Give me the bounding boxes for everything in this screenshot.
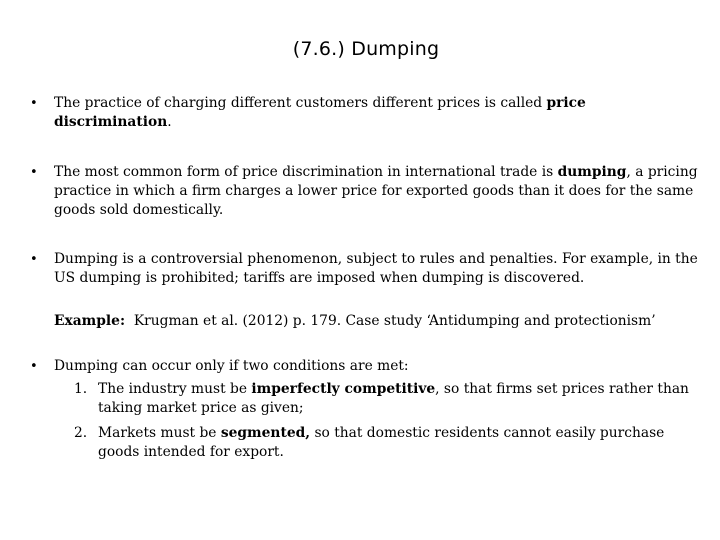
bullet-dumping-definition — [30, 163, 704, 220]
condition-bold-term: imperfectly competitive — [251, 381, 436, 397]
bullet-conditions — [30, 357, 704, 376]
bullet-marker: • — [30, 359, 38, 374]
bullet-bold-term: price discrimination — [54, 95, 586, 130]
bullet-price-discrimination — [30, 94, 704, 132]
condition-bold-term: segmented, — [220, 425, 311, 441]
condition-item-1 — [74, 380, 704, 418]
condition-text-end: so that domestic residents cannot easily purchase goods intended for export. — [98, 425, 665, 460]
bullet-text-end: , a pricing practice in which a firm charges a lower price for exported goods than it does for the same goods sold domestically. — [54, 164, 698, 218]
bullet-text: Dumping is a controversial phenomenon, subject to rules and penalties. For example, in the US dumping is prohibited; tariffs are imposed when dumping is discovered. — [54, 251, 698, 286]
condition-number: 2. — [74, 425, 88, 441]
example-reference — [54, 312, 704, 331]
condition-number: 1. — [74, 381, 88, 397]
condition-text: The industry must be — [98, 381, 252, 397]
bullet-text-end: . — [167, 114, 172, 130]
bullet-bold-term: dumping — [557, 164, 627, 180]
condition-text: Markets must be — [98, 425, 221, 441]
bullet-text: Dumping can occur only if two conditions are met: — [54, 358, 409, 374]
bullet-text: The practice of charging different customers different prices is called — [54, 95, 547, 111]
condition-text-end: , so that firms set prices rather than taking market price as given; — [98, 381, 689, 416]
bullet-marker: • — [30, 252, 38, 267]
bullet-marker: • — [30, 96, 38, 111]
example-label: Example: — [54, 313, 126, 329]
bullet-text: The most common form of price discrimination in international trade is — [54, 164, 558, 180]
example-text: Krugman et al. (2012) p. 179. Case study ‘Antidumping and protectionism’ — [133, 313, 656, 329]
condition-item-2 — [74, 424, 704, 462]
bullet-controversy — [30, 250, 704, 288]
bullet-marker: • — [30, 165, 38, 180]
slide-title: (7.6.) Dumping — [292, 38, 440, 60]
